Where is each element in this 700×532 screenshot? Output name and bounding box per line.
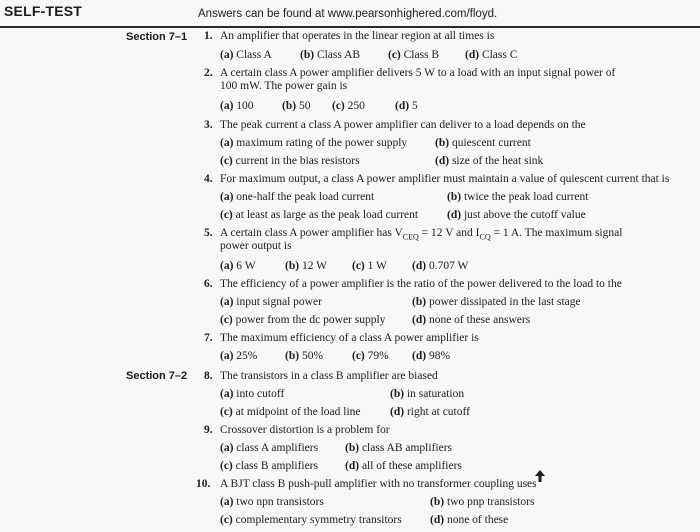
- section-label-7-1: Section 7–1: [126, 31, 188, 43]
- option-a: (a) 6 W: [220, 260, 256, 272]
- question-stem: The maximum efficiency of a class A power amplifier is: [220, 332, 479, 344]
- option-d: (d) right at cutoff: [390, 406, 470, 418]
- option-c: (c) current in the bias resistors: [220, 155, 360, 167]
- option-d: (d) 5: [395, 100, 418, 112]
- question-number: 5.: [204, 227, 213, 239]
- option-a: (a) class A amplifiers: [220, 442, 319, 454]
- option-b: (b) twice the peak load current: [447, 191, 589, 203]
- option-b: (b) 50: [282, 100, 311, 112]
- question-number: 8.: [204, 370, 213, 382]
- question-number: 6.: [204, 278, 213, 290]
- question-stem-line2: power output is: [220, 240, 292, 252]
- option-c: (c) at midpoint of the load line: [220, 406, 361, 418]
- option-b: (b) quiescent current: [435, 137, 531, 149]
- question-number: 1.: [204, 30, 213, 42]
- question-stem: A certain class A power amplifier has $V_{CEQ} = 12$ V and $I_{CQ} = 1$ A. The maximum signal: [220, 227, 623, 242]
- option-b: (b) power dissipated in the last stage: [412, 296, 581, 308]
- question-stem: The peak current a class A power amplifier can deliver to a load depends on the: [220, 119, 586, 131]
- option-b: (b) in saturation: [390, 388, 465, 400]
- answers-note: Answers can be found at www.pearsonhighered.com/floyd.: [198, 8, 498, 20]
- option-c: (c) 250: [332, 100, 365, 112]
- option-d: (d) Class C: [465, 49, 518, 61]
- option-d: (d) 0.707 W: [412, 260, 469, 272]
- question-number: 7.: [204, 332, 213, 344]
- question-stem: For maximum output, a class A power amplifier must maintain a value of quiescent current that is: [220, 173, 670, 185]
- option-a: (a) input signal power: [220, 296, 322, 308]
- option-b: (b) class AB amplifiers: [345, 442, 453, 454]
- option-a: (a) two npn transistors: [220, 496, 324, 508]
- question-stem: The transistors in a class B amplifier are biased: [220, 370, 438, 382]
- option-b: (b) two pnp transistors: [430, 496, 535, 508]
- option-d: (d) none of these: [430, 514, 509, 526]
- option-c: (c) Class B: [388, 49, 440, 61]
- question-stem: An amplifier that operates in the linear region at all times is: [220, 30, 495, 42]
- option-d: (d) 98%: [412, 350, 451, 362]
- option-d: (d) none of these answers: [412, 314, 531, 326]
- option-a: (a) maximum rating of the power supply: [220, 137, 408, 149]
- option-c: (c) 79%: [352, 350, 389, 362]
- question-stem: Crossover distortion is a problem for: [220, 424, 390, 436]
- option-c: (c) complementary symmetry transitors: [220, 514, 402, 526]
- option-d: (d) just above the cutoff value: [447, 209, 586, 221]
- option-b: (b) Class AB: [300, 49, 361, 61]
- option-a: (a) Class A: [220, 49, 272, 61]
- self-test-title: SELF-TEST: [4, 3, 83, 19]
- question-stem: A certain class A power amplifier delivers 5 W to a load with an input signal power of: [220, 67, 616, 79]
- question-number: 4.: [204, 173, 213, 185]
- option-a: (a) 25%: [220, 350, 258, 362]
- option-a: (a) one-half the peak load current: [220, 191, 375, 203]
- section-label-7-2: Section 7–2: [126, 370, 188, 382]
- option-b: (b) 50%: [285, 350, 324, 362]
- option-c: (c) power from the dc power supply: [220, 314, 386, 326]
- question-number: 2.: [204, 67, 213, 79]
- option-a: (a) 100: [220, 100, 254, 112]
- question-stem-line2: 100 mW. The power gain is: [220, 80, 348, 92]
- question-number: 10.: [196, 478, 211, 490]
- option-c: (c) 1 W: [352, 260, 387, 272]
- title-rule: [0, 26, 700, 28]
- option-c: (c) at least as large as the peak load current: [220, 209, 419, 221]
- question-stem: The efficiency of a power amplifier is the ratio of the power delivered to the load to the: [220, 278, 622, 290]
- question-stem: A BJT class B push-pull amplifier with no transformer coupling uses: [220, 478, 537, 490]
- question-number: 3.: [204, 119, 213, 131]
- mouse-cursor-icon: [535, 470, 545, 482]
- option-d: (d) size of the heat sink: [435, 155, 544, 167]
- question-number: 9.: [204, 424, 213, 436]
- option-b: (b) 12 W: [285, 260, 327, 272]
- option-c: (c) class B amplifiers: [220, 460, 319, 472]
- option-a: (a) into cutoff: [220, 388, 285, 400]
- option-d: (d) all of these amplifiers: [345, 460, 462, 472]
